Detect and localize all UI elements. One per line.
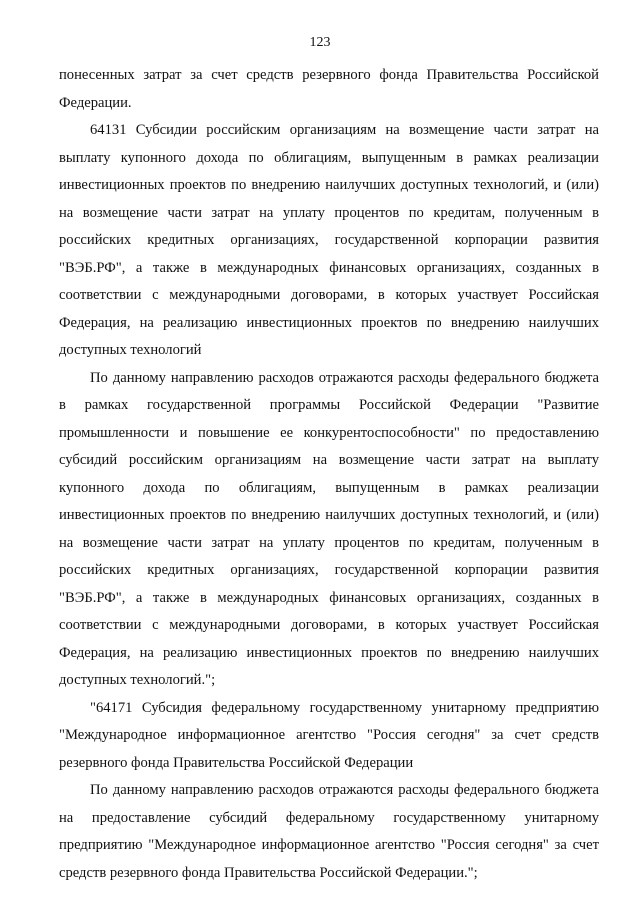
paragraph-64171-heading: "64171 Субсидия федеральному государственному унитарному предприятию "Международное информационное агентство "Россия сегодня" за счет средств резервного фонда Правительства Российской Федерации xyxy=(59,699,599,771)
paragraph-64131-description: По данному направлению расходов отражаются расходы федерального бюджета в рамках государственной программы Российской Федерации "Развитие промышленности и повышение ее конкурентоспособности" по предоставлению субсидий российским организациям на возмещение части затрат на выплату купонного дохода по облигациям, выпущенным в рамках реализации инвестиционных проектов по внедрению наилучших доступных технологий, и (или) на возмещение части затрат на уплату процентов по кредитам, полученным в российских кредитных организациях, государственной корпорации развития "ВЭБ.РФ", а также в международных финансовых организациях, созданных в соответствии с международными договорами, в которых участвует Российская Федерация, на реализацию инвестиционных проектов по внедрению наилучших доступных технологий."; xyxy=(59,369,599,688)
page-number: 123 xyxy=(309,35,331,50)
paragraph-64131-heading: 64131 Субсидии российским организациям на возмещение части затрат на выплату купонного дохода по облигациям, выпущенным в рамках реализации инвестиционных проектов по внедрению наилучших доступных технологий, и (или) на возмещение части затрат на уплату процентов по кредитам, полученным в российских кредитных организациях, государственной корпорации развития "ВЭБ.РФ", а также в международных финансовых организациях, созданных в соответствии с международными договорами, в которых участвует Российская Федерация, на реализацию инвестиционных проектов по внедрению наилучших доступных технологий xyxy=(59,122,599,358)
paragraph-64171-description: По данному направлению расходов отражаются расходы федерального бюджета на предоставление субсидий федеральному государственному унитарному предприятию "Международное информационное агентство "Россия сегодня" за счет средств резервного фонда Правительства Российской Федерации."; xyxy=(59,782,599,881)
paragraph-continuation: понесенных затрат за счет средств резервного фонда Правительства Российской Федерации. xyxy=(59,67,599,111)
document-body xyxy=(59,62,599,887)
